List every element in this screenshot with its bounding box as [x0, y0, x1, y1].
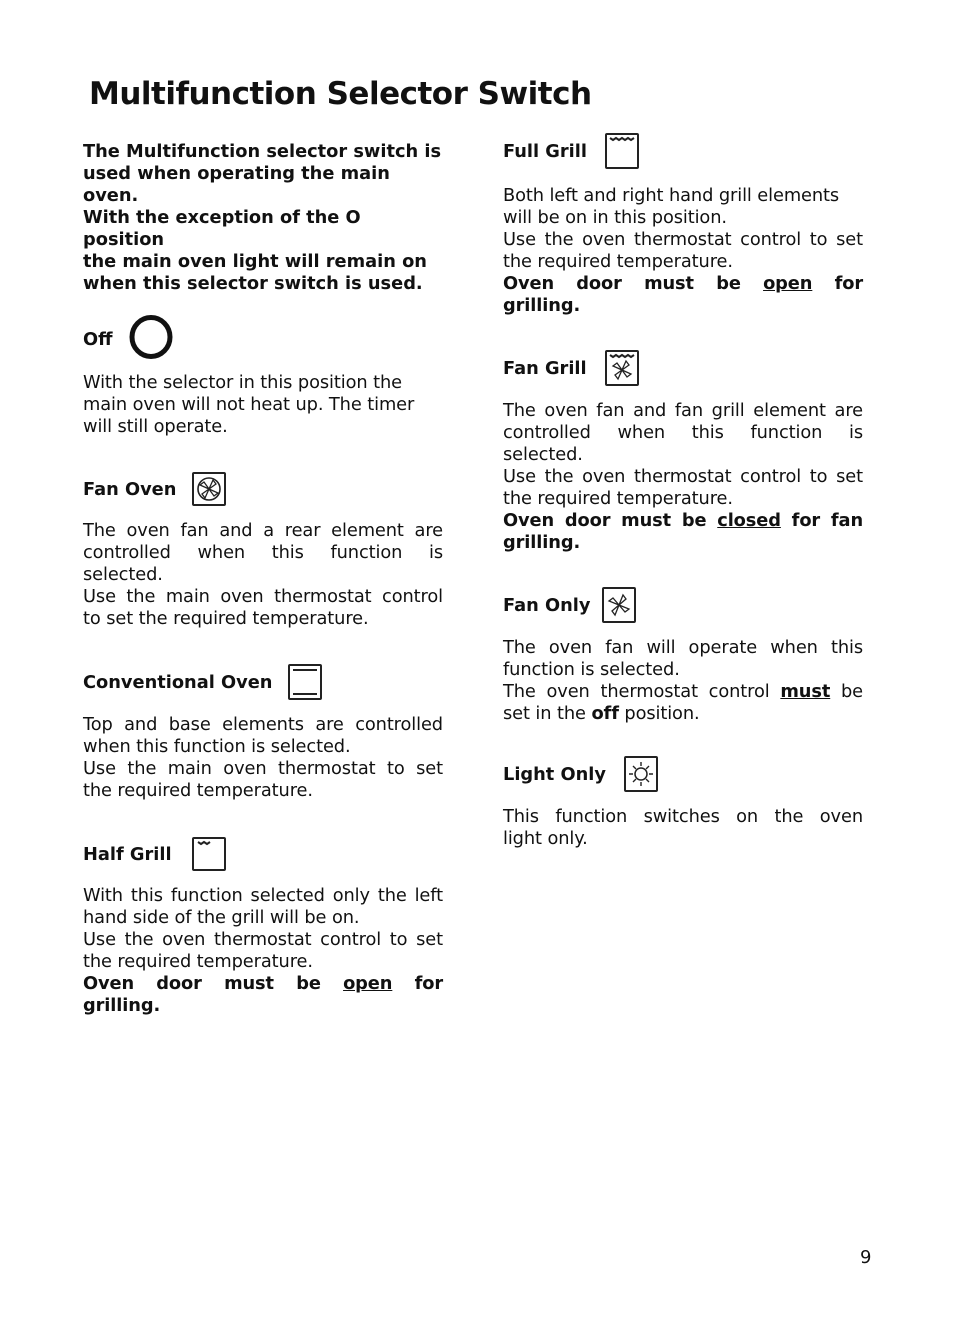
page-title: Multifunction Selector Switch — [89, 76, 592, 112]
door-warning — [503, 510, 863, 532]
warning-keyword: open — [343, 973, 393, 994]
fan-oven-description — [83, 520, 443, 630]
text-line: the required temperature. — [503, 488, 733, 509]
text-line — [503, 681, 863, 703]
off-circle-icon — [129, 313, 177, 366]
text-line: light only. — [503, 828, 588, 849]
warning-prefix: Oven door must be — [83, 973, 344, 994]
intro-line: the main oven light will remain on — [83, 251, 427, 272]
fan-oven-label: Fan Oven — [83, 478, 177, 500]
fan-only-icon — [602, 587, 636, 623]
text-line: Use the oven thermostat control to set — [503, 229, 863, 250]
text-line — [503, 703, 863, 725]
text-part: set in the — [503, 703, 592, 724]
full-grill-icon — [605, 133, 639, 169]
half-grill-heading — [83, 837, 443, 871]
text-line: function is selected. — [503, 659, 680, 680]
text-part: be — [830, 681, 863, 702]
text-line: hand side of the grill will be on. — [83, 907, 360, 928]
conventional-oven-icon — [288, 664, 322, 700]
fan-oven-icon — [192, 472, 226, 506]
door-warning — [83, 973, 443, 1017]
text-line: The oven fan will operate when this — [503, 637, 863, 658]
light-only-heading — [503, 756, 863, 792]
fan-oven-heading — [83, 472, 443, 506]
fan-only-heading — [503, 587, 863, 623]
text-line: the required temperature. — [503, 251, 733, 272]
text-line: This function switches on the oven — [503, 806, 863, 827]
left-column — [83, 141, 443, 1017]
fan-grill-icon — [605, 350, 639, 386]
off-label: Off — [83, 329, 113, 350]
text-line: selected. — [83, 564, 163, 585]
text-line: controlled when this function is — [503, 422, 863, 443]
text-line: Top and base elements are controlled — [83, 714, 443, 735]
intro-paragraph — [83, 141, 443, 295]
text-line: Both left and right hand grill elements — [503, 185, 840, 206]
half-grill-icon — [192, 837, 226, 871]
text-line: The oven fan and a rear element are — [83, 520, 443, 541]
full-grill-label: Full Grill — [503, 140, 587, 162]
text-line: The oven fan and fan grill element are — [503, 400, 863, 421]
text-line: Use the oven thermostat control to set — [503, 466, 863, 487]
page-number: 9 — [860, 1247, 872, 1268]
full-grill-description — [503, 185, 863, 317]
conventional-oven-heading — [83, 664, 443, 700]
right-column — [503, 133, 863, 850]
intro-line: when this selector switch is used. — [83, 273, 423, 294]
half-grill-label: Half Grill — [83, 843, 172, 865]
door-warning-line2: grilling. — [503, 532, 581, 553]
off-keyword: off — [591, 703, 619, 724]
warning-prefix: Oven door must be — [503, 273, 764, 294]
text-line: will still operate. — [83, 416, 228, 437]
text-line: controlled when this function is — [83, 542, 443, 563]
door-warning — [503, 273, 863, 317]
fan-grill-label: Fan Grill — [503, 357, 587, 379]
fan-only-description — [503, 637, 863, 725]
intro-line: The Multifunction selector switch is — [83, 141, 442, 162]
text-part: The oven thermostat control — [503, 681, 781, 702]
text-part: position. — [618, 703, 700, 724]
text-line: Use the oven thermostat control to set — [83, 929, 443, 950]
warning-suffix: for grilling. — [503, 273, 864, 316]
intro-line: used when operating the main oven. — [83, 163, 390, 206]
text-line: when this function is selected. — [83, 736, 351, 757]
fan-only-label: Fan Only — [503, 594, 591, 616]
off-heading — [83, 313, 443, 366]
light-only-label: Light Only — [503, 763, 606, 785]
full-grill-heading — [503, 133, 863, 169]
text-line: Use the main oven thermostat to set — [83, 758, 443, 779]
half-grill-description — [83, 885, 443, 1017]
text-line: the required temperature. — [83, 951, 313, 972]
warning-prefix: Oven door must be — [503, 510, 718, 531]
text-line: With this function selected only the left — [83, 885, 443, 906]
warning-keyword: open — [763, 273, 813, 294]
intro-line: With the exception of the O position — [83, 207, 361, 250]
warning-suffix: for grilling. — [83, 973, 444, 1016]
text-line: Use the main oven thermostat control — [83, 586, 443, 607]
must-keyword: must — [780, 681, 831, 702]
conventional-oven-description — [83, 714, 443, 802]
text-line: will be on in this position. — [503, 207, 727, 228]
conventional-oven-label: Conventional Oven — [83, 671, 273, 693]
text-line: selected. — [503, 444, 583, 465]
text-line: main oven will not heat up. The timer — [83, 394, 415, 415]
text-line: With the selector in this position the — [83, 372, 402, 393]
light-only-description — [503, 806, 863, 850]
warning-keyword: closed — [717, 510, 781, 531]
fan-grill-description — [503, 400, 863, 554]
text-line: the required temperature. — [83, 780, 313, 801]
light-only-icon — [624, 756, 658, 792]
fan-grill-heading — [503, 350, 863, 386]
text-line: to set the required temperature. — [83, 608, 369, 629]
off-description — [83, 372, 443, 438]
warning-suffix: for fan — [780, 510, 864, 531]
